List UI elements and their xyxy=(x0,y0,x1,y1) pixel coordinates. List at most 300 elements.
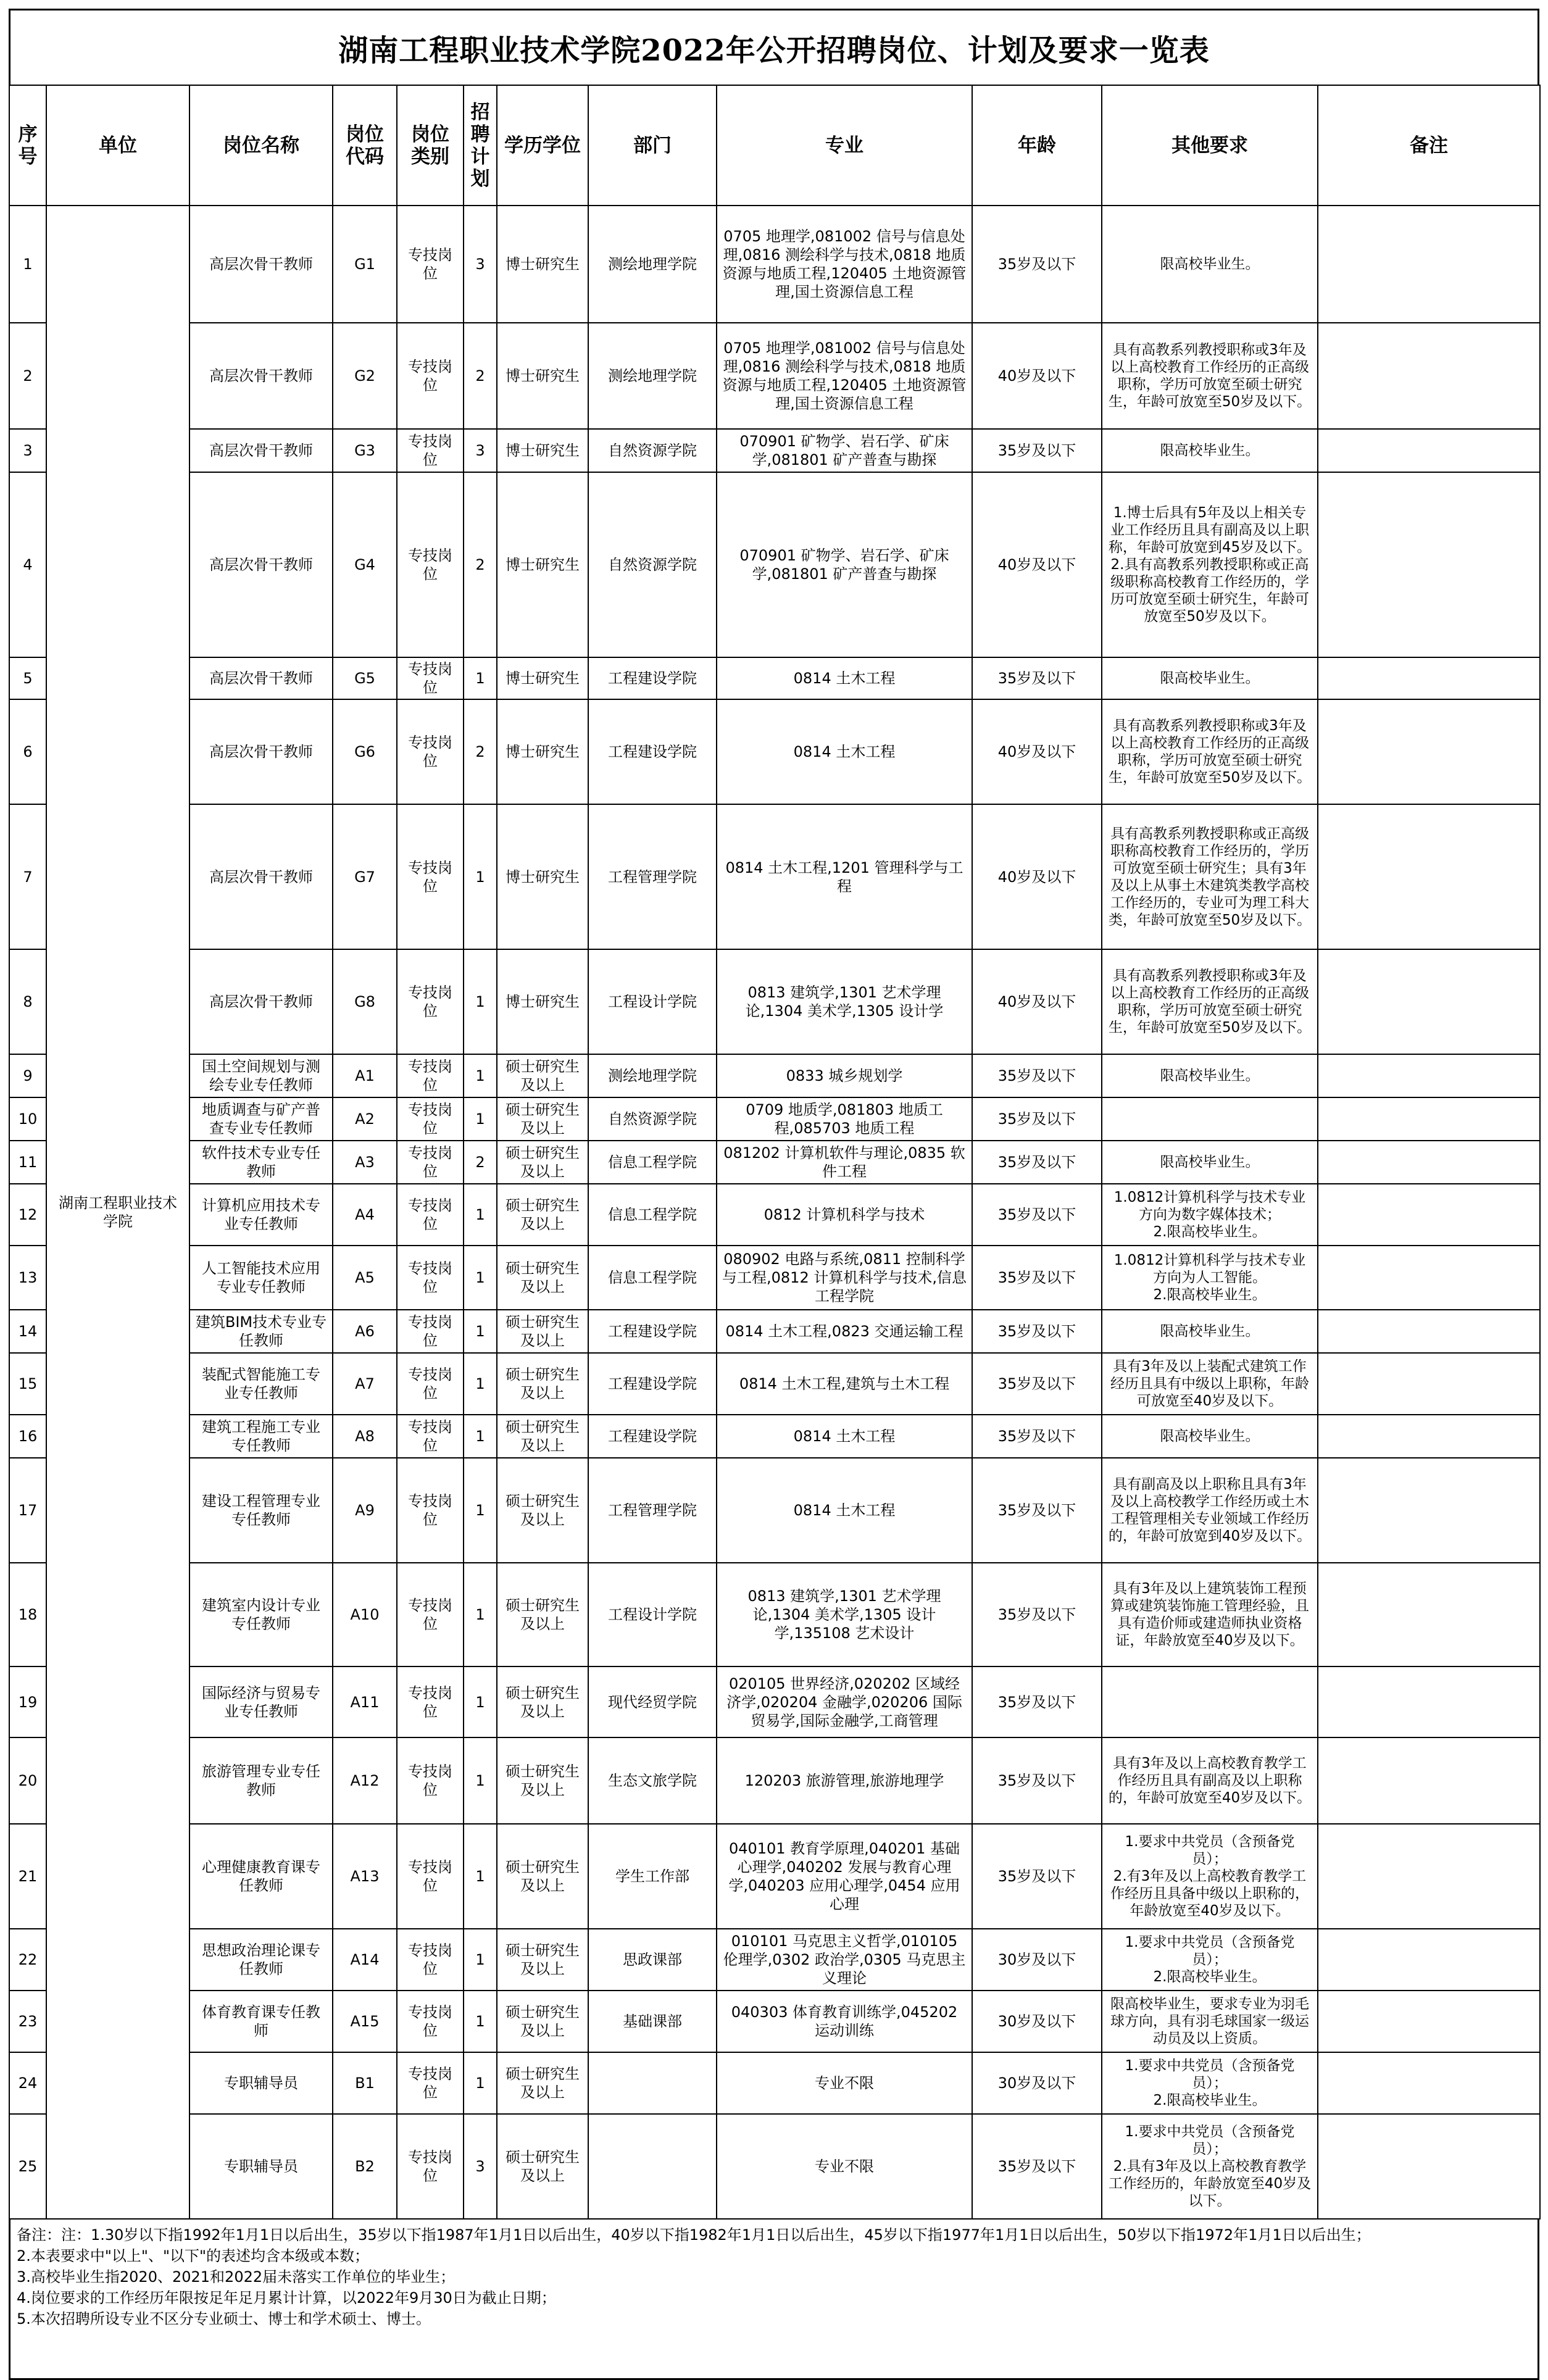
row-seq: 12 xyxy=(9,1184,46,1246)
row-degree: 博士研究生 xyxy=(497,949,588,1054)
row-department: 学生工作部 xyxy=(588,1824,717,1929)
row-major: 0709 地质学,081803 地质工程,085703 地质工程 xyxy=(717,1097,972,1141)
row-age: 35岁及以下 xyxy=(972,1824,1102,1929)
row-post-category: 专技岗位 xyxy=(397,1415,464,1458)
row-requirements: 限高校毕业生，要求专业为羽毛球方向，具有羽毛球国家一级运动员及以上资质。 xyxy=(1102,1991,1318,2052)
row-remarks xyxy=(1318,1563,1540,1666)
row-post-category: 专技岗位 xyxy=(397,429,464,472)
row-degree: 硕士研究生及以上 xyxy=(497,1824,588,1929)
row-department: 信息工程学院 xyxy=(588,1184,717,1246)
row-post-code: G5 xyxy=(333,657,397,699)
row-plan: 1 xyxy=(464,1415,497,1458)
row-degree: 硕士研究生及以上 xyxy=(497,1246,588,1310)
row-seq: 23 xyxy=(9,1991,46,2052)
row-remarks xyxy=(1318,1184,1540,1246)
row-post-name: 高层次骨干教师 xyxy=(189,206,333,323)
row-department: 工程设计学院 xyxy=(588,949,717,1054)
row-seq: 10 xyxy=(9,1097,46,1141)
row-post-name: 专职辅导员 xyxy=(189,2114,333,2219)
row-post-name: 计算机应用技术专业专任教师 xyxy=(189,1184,333,1246)
row-post-name: 高层次骨干教师 xyxy=(189,699,333,804)
row-department xyxy=(588,2114,717,2219)
row-seq: 5 xyxy=(9,657,46,699)
row-degree: 硕士研究生及以上 xyxy=(497,1458,588,1563)
row-plan: 3 xyxy=(464,429,497,472)
table-row xyxy=(9,1246,1540,1310)
row-post-code: A3 xyxy=(333,1141,397,1184)
row-age: 30岁及以下 xyxy=(972,2052,1102,2114)
row-degree: 博士研究生 xyxy=(497,699,588,804)
row-department: 测绘地理学院 xyxy=(588,1054,717,1097)
row-post-code: A7 xyxy=(333,1353,397,1415)
row-degree: 硕士研究生及以上 xyxy=(497,1929,588,1991)
row-remarks xyxy=(1318,1737,1540,1824)
row-department: 自然资源学院 xyxy=(588,1097,717,1141)
row-post-category: 专技岗位 xyxy=(397,1184,464,1246)
row-post-name: 高层次骨干教师 xyxy=(189,323,333,429)
row-age: 35岁及以下 xyxy=(972,1246,1102,1310)
row-degree: 博士研究生 xyxy=(497,657,588,699)
row-plan: 1 xyxy=(464,1458,497,1563)
footnote-line: 4.岗位要求的工作经历年限按足年足月累计计算，以2022年9月30日为截止日期； xyxy=(17,2289,556,2307)
row-degree: 博士研究生 xyxy=(497,804,588,949)
row-requirements: 限高校毕业生。 xyxy=(1102,1141,1318,1184)
row-post-category: 专技岗位 xyxy=(397,1141,464,1184)
row-major: 040101 教育学原理,040201 基础心理学,040202 发展与教育心理学,040203 应用心理学,0454 应用心理 xyxy=(717,1824,972,1929)
table-header-row xyxy=(9,85,1540,206)
row-seq: 4 xyxy=(9,472,46,657)
row-post-name: 建筑BIM技术专业专任教师 xyxy=(189,1310,333,1353)
row-requirements xyxy=(1102,1097,1318,1141)
row-post-category: 专技岗位 xyxy=(397,657,464,699)
row-remarks xyxy=(1318,323,1540,429)
table-row xyxy=(9,1458,1540,1563)
row-requirements: 限高校毕业生。 xyxy=(1102,206,1318,323)
row-post-code: A2 xyxy=(333,1097,397,1141)
row-post-name: 人工智能技术应用专业专任教师 xyxy=(189,1246,333,1310)
row-post-code: G6 xyxy=(333,699,397,804)
col-header-age: 年龄 xyxy=(972,85,1102,206)
row-post-name: 建设工程管理专业专任教师 xyxy=(189,1458,333,1563)
table-row xyxy=(9,429,1540,472)
row-remarks xyxy=(1318,1097,1540,1141)
table-row xyxy=(9,804,1540,949)
row-seq: 15 xyxy=(9,1353,46,1415)
table-row xyxy=(9,949,1540,1054)
row-post-name: 地质调查与矿产普查专业专任教师 xyxy=(189,1097,333,1141)
row-post-name: 高层次骨干教师 xyxy=(189,429,333,472)
row-post-name: 高层次骨干教师 xyxy=(189,472,333,657)
row-remarks xyxy=(1318,699,1540,804)
row-remarks xyxy=(1318,2114,1540,2219)
row-post-category: 专技岗位 xyxy=(397,699,464,804)
table-row xyxy=(9,472,1540,657)
row-post-code: G2 xyxy=(333,323,397,429)
row-plan: 1 xyxy=(464,1310,497,1353)
row-department: 工程管理学院 xyxy=(588,1458,717,1563)
row-degree: 硕士研究生及以上 xyxy=(497,1737,588,1824)
row-post-code: A10 xyxy=(333,1563,397,1666)
row-department: 思政课部 xyxy=(588,1929,717,1991)
table-row xyxy=(9,1141,1540,1184)
row-seq: 22 xyxy=(9,1929,46,1991)
row-requirements: 限高校毕业生。 xyxy=(1102,1054,1318,1097)
table-body xyxy=(9,206,1540,2219)
row-post-code: A1 xyxy=(333,1054,397,1097)
row-post-category: 专技岗位 xyxy=(397,949,464,1054)
table-row xyxy=(9,323,1540,429)
row-major: 040303 体育教育训练学,045202 运动训练 xyxy=(717,1991,972,2052)
row-post-name: 高层次骨干教师 xyxy=(189,804,333,949)
row-degree: 博士研究生 xyxy=(497,206,588,323)
row-major: 0814 土木工程 xyxy=(717,1458,972,1563)
row-plan: 1 xyxy=(464,1184,497,1246)
row-requirements: 具有3年及以上建筑装饰工程预算或建筑装饰施工管理经验，且具有造价师或建造师执业资格证，年龄放宽至40岁及以下。 xyxy=(1102,1563,1318,1666)
row-remarks xyxy=(1318,2052,1540,2114)
row-major: 0813 建筑学,1301 艺术学理论,1304 美术学,1305 设计学,135108 艺术设计 xyxy=(717,1563,972,1666)
row-post-category: 专技岗位 xyxy=(397,323,464,429)
row-seq: 17 xyxy=(9,1458,46,1563)
row-remarks xyxy=(1318,1246,1540,1310)
row-remarks xyxy=(1318,472,1540,657)
row-age: 30岁及以下 xyxy=(972,1991,1102,2052)
row-degree: 博士研究生 xyxy=(497,429,588,472)
row-post-code: A14 xyxy=(333,1929,397,1991)
row-requirements: 1.0812计算机科学与技术专业方向为人工智能。 2.限高校毕业生。 xyxy=(1102,1246,1318,1310)
row-department: 工程建设学院 xyxy=(588,1353,717,1415)
row-requirements: 1.要求中共党员（含预备党员）； 2.限高校毕业生。 xyxy=(1102,1929,1318,1991)
row-major: 0705 地理学,081002 信号与信息处理,0816 测绘科学与技术,0818 地质资源与地质工程,120405 土地资源管理,国土资源信息工程 xyxy=(717,206,972,323)
unit-cell: 湖南工程职业技术学院 xyxy=(46,206,189,2219)
row-age: 35岁及以下 xyxy=(972,1054,1102,1097)
footnote-line: 备注：注：1.30岁以下指1992年1月1日以后出生，35岁以下指1987年1月1日以后出生，40岁以下指1982年1月1日以后出生，45岁以下指1977年1月1日以后出生，50岁以下指1972年1月1日以后出生； xyxy=(17,2226,1371,2244)
row-major: 070901 矿物学、岩石学、矿床学,081801 矿产普查与勘探 xyxy=(717,472,972,657)
row-age: 40岁及以下 xyxy=(972,699,1102,804)
row-requirements: 限高校毕业生。 xyxy=(1102,1415,1318,1458)
row-post-code: A12 xyxy=(333,1737,397,1824)
row-post-code: A6 xyxy=(333,1310,397,1353)
row-post-category: 专技岗位 xyxy=(397,804,464,949)
row-seq: 11 xyxy=(9,1141,46,1184)
row-major: 0833 城乡规划学 xyxy=(717,1054,972,1097)
row-post-category: 专技岗位 xyxy=(397,1563,464,1666)
row-degree: 硕士研究生及以上 xyxy=(497,1666,588,1737)
row-remarks xyxy=(1318,1666,1540,1737)
row-major: 0814 土木工程,1201 管理科学与工程 xyxy=(717,804,972,949)
row-post-name: 高层次骨干教师 xyxy=(189,949,333,1054)
row-requirements: 具有3年及以上高校教育教学工作经历且具有副高及以上职称的，年龄可放宽至40岁及以下。 xyxy=(1102,1737,1318,1824)
col-header-department: 部门 xyxy=(588,85,717,206)
row-seq: 25 xyxy=(9,2114,46,2219)
row-remarks xyxy=(1318,1415,1540,1458)
row-degree: 硕士研究生及以上 xyxy=(497,1353,588,1415)
row-seq: 16 xyxy=(9,1415,46,1458)
row-department: 工程设计学院 xyxy=(588,1563,717,1666)
row-major: 080902 电路与系统,0811 控制科学与工程,0812 计算机科学与技术,信息工程学院 xyxy=(717,1246,972,1310)
table-row xyxy=(9,1097,1540,1141)
row-department: 信息工程学院 xyxy=(588,1246,717,1310)
row-post-category: 专技岗位 xyxy=(397,1824,464,1929)
row-age: 35岁及以下 xyxy=(972,1666,1102,1737)
table-row xyxy=(9,1991,1540,2052)
row-plan: 1 xyxy=(464,2052,497,2114)
row-post-name: 高层次骨干教师 xyxy=(189,657,333,699)
row-age: 35岁及以下 xyxy=(972,1141,1102,1184)
row-department: 现代经贸学院 xyxy=(588,1666,717,1737)
row-post-code: B2 xyxy=(333,2114,397,2219)
row-major: 0813 建筑学,1301 艺术学理论,1304 美术学,1305 设计学 xyxy=(717,949,972,1054)
row-age: 35岁及以下 xyxy=(972,429,1102,472)
row-requirements: 1.要求中共党员（含预备党员）； 2.具有3年及以上高校教育教学工作经历的，年龄放宽至40岁及以下。 xyxy=(1102,2114,1318,2219)
row-post-category: 专技岗位 xyxy=(397,206,464,323)
row-seq: 3 xyxy=(9,429,46,472)
row-seq: 19 xyxy=(9,1666,46,1737)
row-plan: 3 xyxy=(464,2114,497,2219)
row-remarks xyxy=(1318,657,1540,699)
table-row xyxy=(9,1054,1540,1097)
row-post-code: G4 xyxy=(333,472,397,657)
footnote-line: 5.本次招聘所设专业不区分专业硕士、博士和学术硕士、博士。 xyxy=(17,2310,431,2328)
row-plan: 1 xyxy=(464,949,497,1054)
recruitment-sheet xyxy=(9,9,1539,2380)
row-post-category: 专技岗位 xyxy=(397,2052,464,2114)
table-row xyxy=(9,699,1540,804)
row-plan: 2 xyxy=(464,1141,497,1184)
row-post-category: 专技岗位 xyxy=(397,2114,464,2219)
row-plan: 1 xyxy=(464,1991,497,2052)
row-remarks xyxy=(1318,949,1540,1054)
row-major: 0814 土木工程 xyxy=(717,699,972,804)
row-post-name: 专职辅导员 xyxy=(189,2052,333,2114)
row-plan: 1 xyxy=(464,1246,497,1310)
row-age: 40岁及以下 xyxy=(972,804,1102,949)
row-remarks xyxy=(1318,1141,1540,1184)
table-row xyxy=(9,1353,1540,1415)
row-remarks xyxy=(1318,804,1540,949)
row-post-code: A9 xyxy=(333,1458,397,1563)
row-major: 120203 旅游管理,旅游地理学 xyxy=(717,1737,972,1824)
row-age: 35岁及以下 xyxy=(972,206,1102,323)
table-row xyxy=(9,2114,1540,2219)
row-major: 0812 计算机科学与技术 xyxy=(717,1184,972,1246)
row-post-category: 专技岗位 xyxy=(397,1310,464,1353)
row-post-category: 专技岗位 xyxy=(397,1054,464,1097)
row-remarks xyxy=(1318,1458,1540,1563)
row-requirements: 1.0812计算机科学与技术专业方向为数字媒体技术； 2.限高校毕业生。 xyxy=(1102,1184,1318,1246)
row-department: 工程建设学院 xyxy=(588,657,717,699)
row-post-category: 专技岗位 xyxy=(397,1737,464,1824)
row-remarks xyxy=(1318,1991,1540,2052)
row-post-category: 专技岗位 xyxy=(397,1246,464,1310)
row-post-code: A15 xyxy=(333,1991,397,2052)
row-degree: 硕士研究生及以上 xyxy=(497,1054,588,1097)
row-department: 自然资源学院 xyxy=(588,429,717,472)
table-row xyxy=(9,1929,1540,1991)
table-row xyxy=(9,206,1540,323)
row-major: 020105 世界经济,020202 区域经济学,020204 金融学,020206 国际贸易学,国际金融学,工商管理 xyxy=(717,1666,972,1737)
recruitment-table xyxy=(9,85,1541,2220)
row-age: 40岁及以下 xyxy=(972,472,1102,657)
col-header-other-requirements: 其他要求 xyxy=(1102,85,1318,206)
row-plan: 1 xyxy=(464,1054,497,1097)
row-post-name: 体育教育课专任教师 xyxy=(189,1991,333,2052)
col-header-unit: 单位 xyxy=(46,85,189,206)
row-seq: 21 xyxy=(9,1824,46,1929)
row-post-category: 专技岗位 xyxy=(397,1666,464,1737)
row-plan: 3 xyxy=(464,206,497,323)
row-seq: 6 xyxy=(9,699,46,804)
row-major: 0705 地理学,081002 信号与信息处理,0816 测绘科学与技术,0818 地质资源与地质工程,120405 土地资源管理,国土资源信息工程 xyxy=(717,323,972,429)
row-post-code: B1 xyxy=(333,2052,397,2114)
col-header-major: 专业 xyxy=(717,85,972,206)
col-header-plan: 招聘计划 xyxy=(464,85,497,206)
col-header-remarks: 备注 xyxy=(1318,85,1540,206)
row-major: 专业不限 xyxy=(717,2114,972,2219)
row-requirements: 具有高教系列教授职称或3年及以上高校教育工作经历的正高级职称，学历可放宽至硕士研究生，年龄可放宽至50岁及以下。 xyxy=(1102,323,1318,429)
table-row xyxy=(9,1310,1540,1353)
row-department: 基础课部 xyxy=(588,1991,717,2052)
row-plan: 2 xyxy=(464,472,497,657)
row-seq: 8 xyxy=(9,949,46,1054)
row-degree: 博士研究生 xyxy=(497,323,588,429)
row-seq: 20 xyxy=(9,1737,46,1824)
row-post-name: 装配式智能施工专业专任教师 xyxy=(189,1353,333,1415)
row-plan: 1 xyxy=(464,1353,497,1415)
col-header-post-category: 岗位类别 xyxy=(397,85,464,206)
row-major: 0814 土木工程,0823 交通运输工程 xyxy=(717,1310,972,1353)
title-bar xyxy=(9,9,1539,85)
row-department: 工程管理学院 xyxy=(588,804,717,949)
row-seq: 9 xyxy=(9,1054,46,1097)
row-degree: 博士研究生 xyxy=(497,472,588,657)
row-age: 35岁及以下 xyxy=(972,1737,1102,1824)
row-age: 35岁及以下 xyxy=(972,1563,1102,1666)
col-header-post-code: 岗位代码 xyxy=(333,85,397,206)
row-post-code: A11 xyxy=(333,1666,397,1737)
row-post-name: 思想政治理论课专任教师 xyxy=(189,1929,333,1991)
row-major: 0814 土木工程 xyxy=(717,657,972,699)
row-post-code: A8 xyxy=(333,1415,397,1458)
row-seq: 7 xyxy=(9,804,46,949)
row-post-category: 专技岗位 xyxy=(397,1097,464,1141)
row-department: 工程建设学院 xyxy=(588,699,717,804)
row-age: 35岁及以下 xyxy=(972,657,1102,699)
row-plan: 2 xyxy=(464,699,497,804)
row-requirements: 限高校毕业生。 xyxy=(1102,657,1318,699)
row-post-category: 专技岗位 xyxy=(397,472,464,657)
row-post-code: G1 xyxy=(333,206,397,323)
row-remarks xyxy=(1318,206,1540,323)
row-department: 工程建设学院 xyxy=(588,1310,717,1353)
row-post-code: G3 xyxy=(333,429,397,472)
row-degree: 硕士研究生及以上 xyxy=(497,2052,588,2114)
row-age: 40岁及以下 xyxy=(972,949,1102,1054)
row-remarks xyxy=(1318,1054,1540,1097)
row-age: 35岁及以下 xyxy=(972,1353,1102,1415)
row-remarks xyxy=(1318,1310,1540,1353)
row-age: 40岁及以下 xyxy=(972,323,1102,429)
row-post-category: 专技岗位 xyxy=(397,1929,464,1991)
row-post-category: 专技岗位 xyxy=(397,1458,464,1563)
col-header-seq: 序号 xyxy=(9,85,46,206)
table-row xyxy=(9,1666,1540,1737)
row-post-name: 心理健康教育课专任教师 xyxy=(189,1824,333,1929)
footnote-line: 2.本表要求中"以上"、"以下"的表述均含本级或本数； xyxy=(17,2247,370,2265)
row-degree: 硕士研究生及以上 xyxy=(497,1097,588,1141)
row-post-name: 国际经济与贸易专业专任教师 xyxy=(189,1666,333,1737)
table-row xyxy=(9,1737,1540,1824)
row-plan: 1 xyxy=(464,657,497,699)
footnote-line: 3.高校毕业生指2020、2021和2022届未落实工作单位的毕业生； xyxy=(17,2268,456,2286)
row-seq: 14 xyxy=(9,1310,46,1353)
row-remarks xyxy=(1318,1929,1540,1991)
row-post-name: 建筑工程施工专业专任教师 xyxy=(189,1415,333,1458)
row-remarks xyxy=(1318,429,1540,472)
row-age: 35岁及以下 xyxy=(972,2114,1102,2219)
row-requirements: 具有3年及以上装配式建筑工作经历且具有中级以上职称，年龄可放宽至40岁及以下。 xyxy=(1102,1353,1318,1415)
row-major: 081202 计算机软件与理论,0835 软件工程 xyxy=(717,1141,972,1184)
row-degree: 硕士研究生及以上 xyxy=(497,1141,588,1184)
row-seq: 1 xyxy=(9,206,46,323)
row-post-name: 旅游管理专业专任教师 xyxy=(189,1737,333,1824)
table-row xyxy=(9,2052,1540,2114)
row-post-name: 建筑室内设计专业专任教师 xyxy=(189,1563,333,1666)
row-department: 生态文旅学院 xyxy=(588,1737,717,1824)
row-major: 0814 土木工程 xyxy=(717,1415,972,1458)
row-requirements: 限高校毕业生。 xyxy=(1102,1310,1318,1353)
footnotes xyxy=(9,2220,1539,2380)
row-requirements: 具有高教系列教授职称或3年及以上高校教育工作经历的正高级职称，学历可放宽至硕士研究生，年龄可放宽至50岁及以下。 xyxy=(1102,949,1318,1054)
col-header-post-name: 岗位名称 xyxy=(189,85,333,206)
row-department: 测绘地理学院 xyxy=(588,323,717,429)
row-age: 35岁及以下 xyxy=(972,1097,1102,1141)
row-seq: 24 xyxy=(9,2052,46,2114)
row-post-code: G8 xyxy=(333,949,397,1054)
row-post-category: 专技岗位 xyxy=(397,1353,464,1415)
row-post-code: A5 xyxy=(333,1246,397,1310)
row-seq: 13 xyxy=(9,1246,46,1310)
row-major: 0814 土木工程,建筑与土木工程 xyxy=(717,1353,972,1415)
row-requirements: 限高校毕业生。 xyxy=(1102,429,1318,472)
row-plan: 1 xyxy=(464,1929,497,1991)
row-plan: 1 xyxy=(464,1097,497,1141)
row-plan: 1 xyxy=(464,1666,497,1737)
table-row xyxy=(9,1184,1540,1246)
row-degree: 硕士研究生及以上 xyxy=(497,1991,588,2052)
table-row xyxy=(9,1824,1540,1929)
row-major: 070901 矿物学、岩石学、矿床学,081801 矿产普查与勘探 xyxy=(717,429,972,472)
row-degree: 硕士研究生及以上 xyxy=(497,1563,588,1666)
row-department: 工程建设学院 xyxy=(588,1415,717,1458)
page-title: 湖南工程职业技术学院2022年公开招聘岗位、计划及要求一览表 xyxy=(338,33,1210,68)
row-plan: 1 xyxy=(464,1563,497,1666)
row-requirements: 具有副高及以上职称且具有3年及以上高校教学工作经历或土木工程管理相关专业领域工作经历的，年龄可放宽到40岁及以下。 xyxy=(1102,1458,1318,1563)
row-plan: 1 xyxy=(464,1737,497,1824)
row-requirements xyxy=(1102,1666,1318,1737)
row-department: 自然资源学院 xyxy=(588,472,717,657)
table-row xyxy=(9,1415,1540,1458)
row-age: 35岁及以下 xyxy=(972,1415,1102,1458)
row-seq: 2 xyxy=(9,323,46,429)
row-degree: 硕士研究生及以上 xyxy=(497,2114,588,2219)
row-department: 信息工程学院 xyxy=(588,1141,717,1184)
row-requirements: 1.博士后具有5年及以上相关专业工作经历且具有副高及以上职称，年龄可放宽到45岁及以下。 2.具有高教系列教授职称或正高级职称高校教育工作经历的，学历可放宽至硕士研究生，年龄可放宽至50岁及以下。 xyxy=(1102,472,1318,657)
row-department xyxy=(588,2052,717,2114)
row-major: 010101 马克思主义哲学,010105 伦理学,0302 政治学,0305 马克思主义理论 xyxy=(717,1929,972,1991)
row-post-category: 专技岗位 xyxy=(397,1991,464,2052)
row-degree: 硕士研究生及以上 xyxy=(497,1310,588,1353)
row-post-code: A4 xyxy=(333,1184,397,1246)
